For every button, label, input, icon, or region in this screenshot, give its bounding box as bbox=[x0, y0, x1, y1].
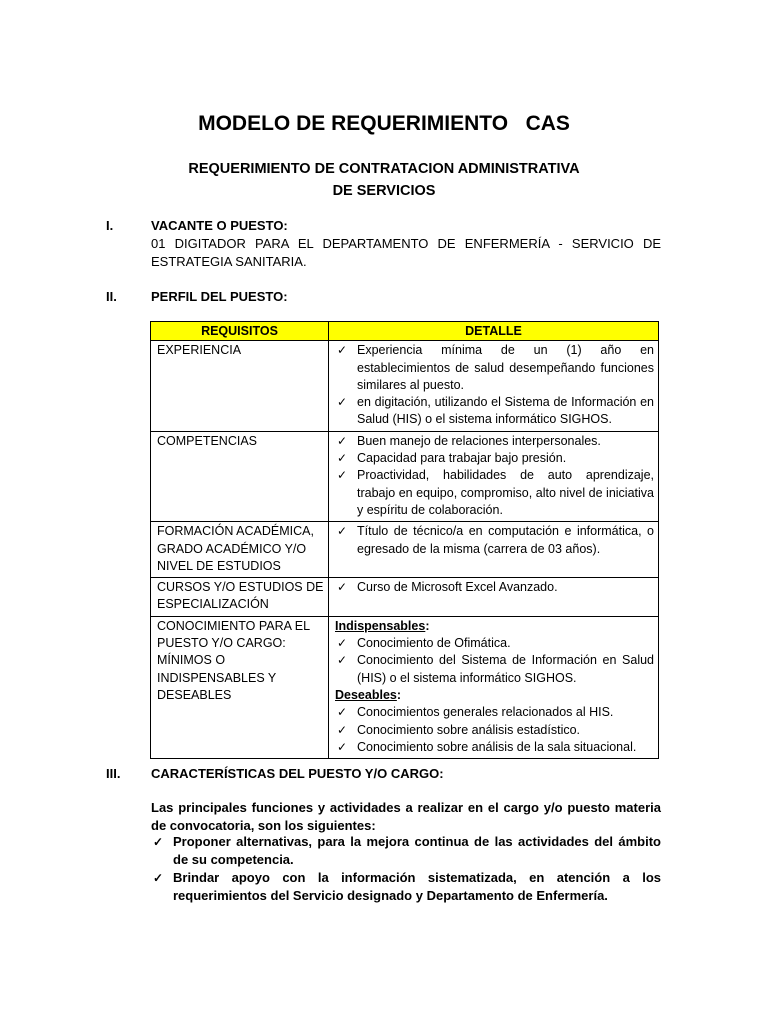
row-label: CONOCIMIENTO PARA EL PUESTO Y/O CARGO: MÍNIMOS O INDISPENSABLES Y DESEABLES bbox=[151, 616, 329, 758]
section-3-intro: Las principales funciones y actividades a realizar en el cargo y/o puesto materia de convocatoria, son los siguientes: bbox=[151, 800, 661, 833]
indispensables-label: Indispensables bbox=[335, 618, 426, 633]
section-1-title: VACANTE O PUESTO: bbox=[151, 218, 288, 233]
check-icon: ✓ bbox=[337, 653, 348, 668]
check-icon: ✓ bbox=[337, 451, 348, 466]
header-requisitos: REQUISITOS bbox=[151, 322, 329, 341]
deseables-colon: : bbox=[396, 687, 402, 702]
detail-text: Capacidad para trabajar bajo presión. bbox=[357, 451, 567, 466]
row-label: CURSOS Y/O ESTUDIOS DE ESPECIALIZACIÓN bbox=[151, 578, 329, 617]
detail-item bbox=[335, 342, 654, 394]
row-label: EXPERIENCIA bbox=[151, 341, 329, 431]
detail-text: Conocimiento sobre análisis de la sala situacional. bbox=[357, 739, 637, 754]
table-row bbox=[151, 431, 659, 521]
deseables-label: Deseables bbox=[335, 687, 397, 702]
detail-item bbox=[335, 635, 654, 652]
document-subtitle bbox=[0, 158, 768, 202]
table-row bbox=[151, 522, 659, 578]
detail-item bbox=[335, 652, 654, 687]
detail-text: Conocimiento sobre análisis estadístico. bbox=[357, 722, 581, 737]
detail-item bbox=[335, 579, 654, 596]
detail-text: en digitación, utilizando el Sistema de Información en Salud (HIS) o el sistema informático SIGHOS. bbox=[357, 395, 654, 427]
table-row bbox=[151, 616, 659, 758]
detail-text: Proactividad, habilidades de auto aprendizaje, trabajo en equipo, compromiso, alto nivel de iniciativa y espíritu de colaboración. bbox=[357, 468, 654, 517]
check-icon: ✓ bbox=[337, 722, 348, 737]
deseables-heading bbox=[335, 687, 654, 704]
section-3-number: III. bbox=[106, 766, 121, 781]
row-detail bbox=[329, 431, 659, 521]
detail-text: Título de técnico/a en computación e informática, o egresado de la misma (carrera de 03 años). bbox=[357, 524, 654, 556]
detail-text: Conocimiento de Ofimática. bbox=[357, 636, 511, 651]
check-icon: ✓ bbox=[153, 835, 164, 849]
row-label: COMPETENCIAS bbox=[151, 431, 329, 521]
check-icon: ✓ bbox=[337, 705, 348, 720]
row-detail bbox=[329, 522, 659, 578]
subtitle-line-2: DE SERVICIOS bbox=[332, 183, 436, 199]
detail-text: Conocimientos generales relacionados al HIS. bbox=[357, 705, 614, 720]
function-text: Brindar apoyo con la información sistematizada, en atención a los requerimientos del Servicio designado y Departamento de Enfermería. bbox=[173, 870, 661, 903]
table-header-row bbox=[151, 322, 659, 341]
row-detail bbox=[329, 578, 659, 617]
detail-text: Buen manejo de relaciones interpersonales. bbox=[357, 433, 601, 448]
profile-table bbox=[150, 321, 659, 759]
detail-item bbox=[335, 433, 654, 450]
functions-list bbox=[151, 833, 661, 905]
detail-item bbox=[335, 722, 654, 739]
section-2-number: II. bbox=[106, 289, 117, 304]
section-3-title: CARACTERÍSTICAS DEL PUESTO Y/O CARGO: bbox=[151, 766, 444, 781]
section-2-title: PERFIL DEL PUESTO: bbox=[151, 289, 288, 304]
detail-item bbox=[335, 523, 654, 558]
detail-text: Experiencia mínima de un (1) año en establecimientos de salud desempeñando funciones similares al puesto. bbox=[357, 343, 654, 392]
row-detail bbox=[329, 616, 659, 758]
function-item bbox=[151, 869, 661, 905]
detail-item bbox=[335, 450, 654, 467]
function-item bbox=[151, 833, 661, 869]
document-title: MODELO DE REQUERIMIENTO CAS bbox=[198, 112, 570, 135]
detail-item bbox=[335, 467, 654, 519]
check-icon: ✓ bbox=[337, 636, 348, 651]
table-row bbox=[151, 341, 659, 431]
row-detail bbox=[329, 341, 659, 431]
indispensables-colon: : bbox=[425, 618, 430, 633]
indispensables-heading bbox=[335, 618, 654, 635]
section-1-text: 01 DIGITADOR PARA EL DEPARTAMENTO DE ENFERMERÍA - SERVICIO DE ESTRATEGIA SANITARIA. bbox=[151, 236, 661, 269]
section-1-number: I. bbox=[106, 218, 114, 233]
check-icon: ✓ bbox=[337, 468, 348, 483]
function-text: Proponer alternativas, para la mejora continua de las actividades del ámbito de su competencia. bbox=[173, 834, 661, 867]
check-icon: ✓ bbox=[337, 343, 348, 358]
check-icon: ✓ bbox=[337, 580, 348, 595]
check-icon: ✓ bbox=[337, 524, 348, 539]
check-icon: ✓ bbox=[153, 871, 164, 885]
detail-text: Conocimiento del Sistema de Información en Salud (HIS) o el sistema informático SIGHOS. bbox=[357, 653, 654, 685]
check-icon: ✓ bbox=[337, 395, 348, 410]
detail-item bbox=[335, 704, 654, 721]
header-detalle: DETALLE bbox=[329, 322, 659, 341]
check-icon: ✓ bbox=[337, 433, 348, 448]
detail-text: Curso de Microsoft Excel Avanzado. bbox=[357, 580, 558, 595]
subtitle-line-1: REQUERIMIENTO DE CONTRATACION ADMINISTRATIVA bbox=[188, 161, 580, 177]
detail-item bbox=[335, 394, 654, 429]
detail-item bbox=[335, 739, 654, 756]
check-icon: ✓ bbox=[337, 739, 348, 754]
table-row bbox=[151, 578, 659, 617]
row-label: FORMACIÓN ACADÉMICA, GRADO ACADÉMICO Y/O NIVEL DE ESTUDIOS bbox=[151, 522, 329, 578]
